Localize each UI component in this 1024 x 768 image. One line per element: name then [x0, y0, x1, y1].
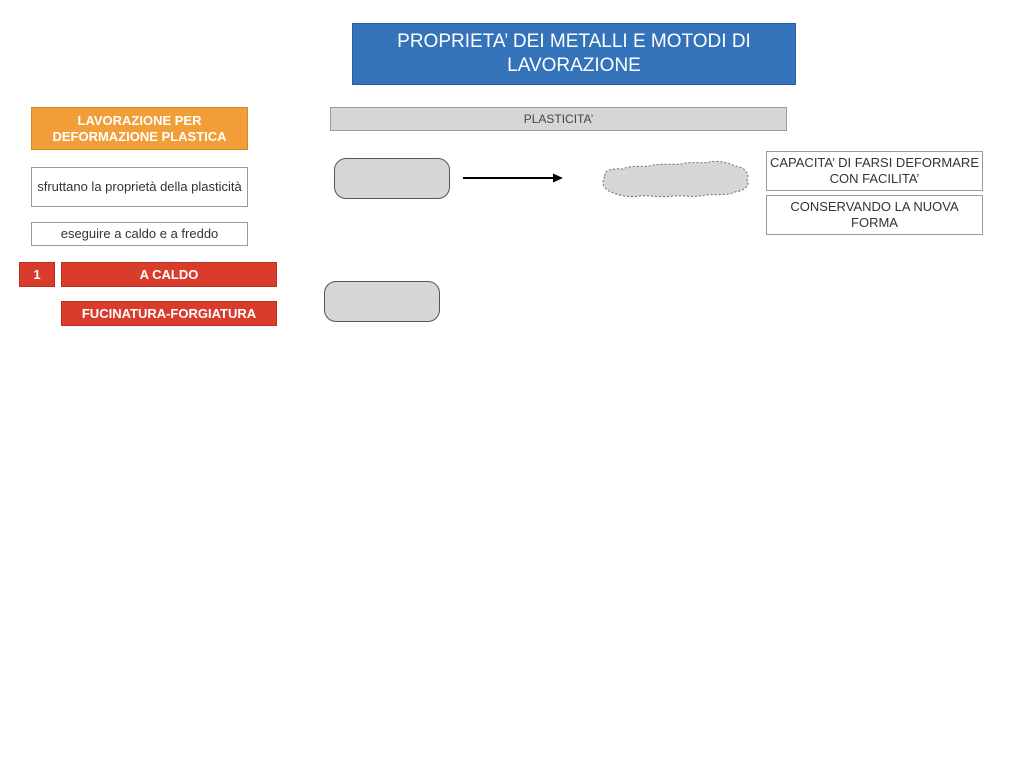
- process-label-forging: FUCINATURA-FORGIATURA: [61, 301, 277, 326]
- step-number-badge: 1: [19, 262, 55, 287]
- arrow-right-icon: [461, 171, 565, 185]
- note-hot-cold: eseguire a caldo e a freddo: [31, 222, 248, 246]
- note-plasticity: sfruttano la proprietà della plasticità: [31, 167, 248, 207]
- property-bar: PLASTICITA’: [330, 107, 787, 131]
- section-header: LAVORAZIONE PER DEFORMAZIONE PLASTICA: [31, 107, 248, 150]
- definition-retain-shape: CONSERVANDO LA NUOVA FORMA: [766, 195, 983, 235]
- page-title: PROPRIETA’ DEI METALLI E MOTODI DI LAVORAZIONE: [352, 23, 796, 85]
- deformed-metal-shape: [601, 158, 751, 200]
- metal-block-before: [334, 158, 450, 199]
- definition-capacity: CAPACITA’ DI FARSI DEFORMARE CON FACILITA’: [766, 151, 983, 191]
- step-label-hot: A CALDO: [61, 262, 277, 287]
- metal-block-hot: [324, 281, 440, 322]
